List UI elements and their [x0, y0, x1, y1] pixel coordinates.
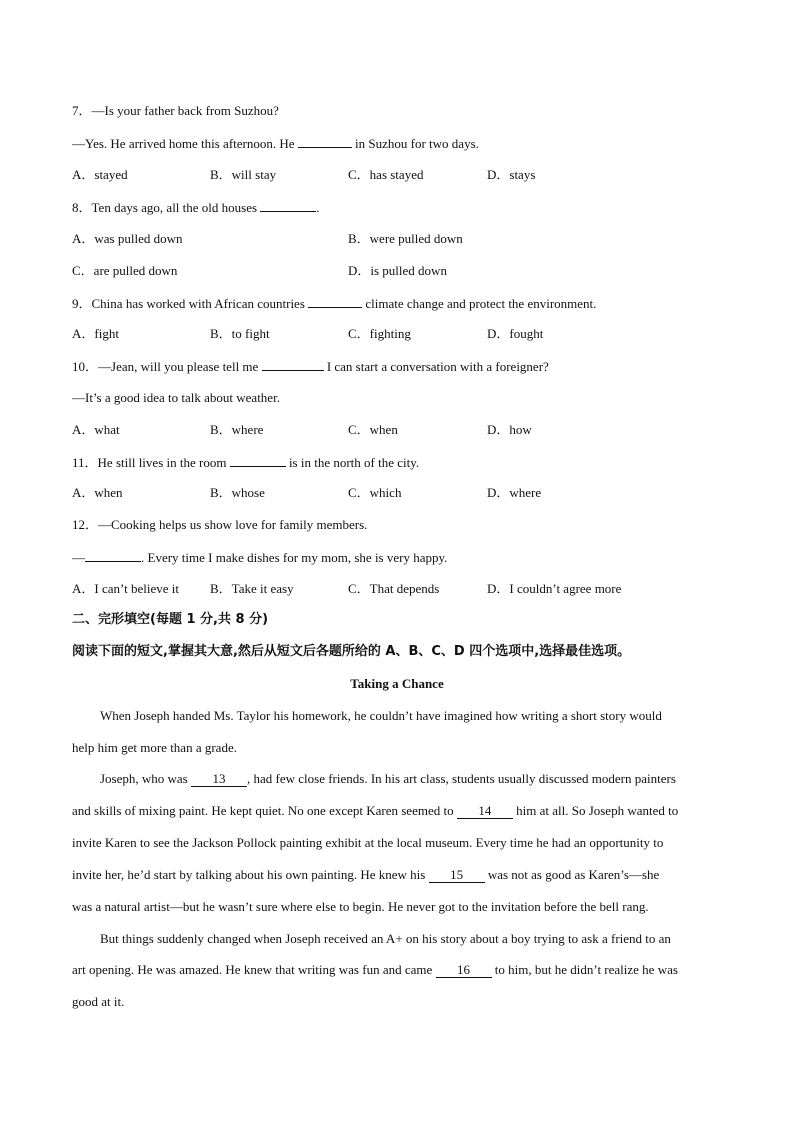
section-instruction: 阅读下面的短文,掌握其大意,然后从短文后各题所给的 A、B、C、D 四个选项中,选择最佳选项。 [72, 644, 631, 659]
question-text: Ten days ago, all the old houses [91, 200, 258, 215]
option-c: C．fighting [348, 326, 411, 341]
question-text: China has worked with African countries [91, 296, 305, 311]
cloze-blank-15: 15 [429, 868, 485, 883]
option-a: A．fight [72, 326, 119, 341]
option-d: D．I couldn’t agree more [487, 581, 622, 596]
option-b: B．will stay [210, 167, 277, 182]
question-12-line-2 [72, 549, 447, 566]
question-text: . Every time I make dishes for my mom, she is very happy. [141, 550, 448, 565]
question-10-stem [72, 358, 549, 375]
option-d: D．how [487, 422, 532, 437]
option-a: A．was pulled down [72, 231, 183, 246]
question-7-stem [72, 103, 279, 119]
passage-text: him at all. So Joseph wanted to [516, 803, 679, 818]
passage-line: good at it. [72, 994, 125, 1009]
question-text: . [316, 200, 320, 215]
passage-line [100, 771, 752, 787]
answer-blank [308, 295, 362, 308]
question-text: —Jean, will you please tell me [98, 359, 259, 374]
passage-title: Taking a Chance [350, 676, 444, 691]
passage-text: was not as good as Karen’s—she [487, 867, 660, 882]
question-number: 7． [72, 103, 92, 118]
passage-line [72, 867, 724, 883]
option-a: A．what [72, 422, 120, 437]
option-c: C．are pulled down [72, 263, 178, 278]
answer-blank [298, 135, 352, 148]
cloze-blank-13: 13 [191, 772, 247, 787]
passage-line: When Joseph handed Ms. Taylor his homework, he couldn’t have imagined how writing a short story would [100, 708, 662, 723]
option-d: D．where [487, 485, 542, 500]
option-b: B．to fight [210, 326, 270, 341]
passage-line: help him get more than a grade. [72, 740, 237, 755]
answer-blank [260, 199, 316, 212]
option-c: C．That depends [348, 581, 440, 596]
option-b: B．whose [210, 485, 265, 500]
question-7-line-2 [72, 135, 479, 152]
option-d: D．is pulled down [348, 263, 447, 278]
question-number: 10． [72, 359, 99, 374]
question-8-stem [72, 199, 320, 216]
option-d: D．fought [487, 326, 544, 341]
option-d: D．stays [487, 167, 536, 182]
passage-text: to him, but he didn’t realize he was [494, 962, 678, 977]
question-10-line-2: —It’s a good idea to talk about weather. [72, 390, 280, 405]
passage-line: invite Karen to see the Jackson Pollock painting exhibit at the local museum. Every time he had an opportunity to [72, 835, 664, 850]
question-text: —Is your father back from Suzhou? [91, 103, 279, 118]
passage-text: , had few close friends. In his art class, students usually discussed modern painters [247, 771, 676, 786]
question-11-stem [72, 454, 419, 471]
question-number: 9． [72, 296, 92, 311]
passage-text: Joseph, who was [100, 771, 188, 786]
answer-blank [230, 454, 286, 467]
question-9-stem [72, 295, 596, 312]
passage-line: But things suddenly changed when Joseph received an A+ on his story about a boy trying to ask a friend to an [100, 931, 671, 946]
question-text: He still lives in the room [97, 455, 227, 470]
option-c: C．has stayed [348, 167, 424, 182]
question-12-stem [72, 517, 367, 533]
question-number: 11． [72, 455, 98, 470]
option-a: A．when [72, 485, 123, 500]
question-text: —Cooking helps us show love for family members. [98, 517, 368, 532]
option-c: C．when [348, 422, 398, 437]
passage-text: art opening. He was amazed. He knew that writing was fun and came [72, 962, 433, 977]
question-number: 8． [72, 200, 92, 215]
option-c: C．which [348, 485, 402, 500]
question-text: is in the north of the city. [288, 455, 420, 470]
passage-text: and skills of mixing paint. He kept quiet. No one except Karen seemed to [72, 803, 454, 818]
passage-line [72, 962, 724, 978]
option-b: B．where [210, 422, 264, 437]
question-text: climate change and protect the environment. [365, 296, 597, 311]
option-b: B．were pulled down [348, 231, 463, 246]
passage-text: invite her, he’d start by talking about his own painting. He knew his [72, 867, 426, 882]
section-heading: 二、完形填空(每题 1 分,共 8 分) [72, 612, 269, 627]
cloze-blank-16: 16 [436, 963, 492, 978]
cloze-blank-14: 14 [457, 804, 513, 819]
passage-line [72, 803, 724, 819]
question-text: — [72, 550, 85, 565]
option-a: A．stayed [72, 167, 128, 182]
passage-line: was a natural artist—but he wasn’t sure where else to begin. He never got to the invitation before the bell rang. [72, 899, 649, 914]
answer-blank [85, 549, 141, 562]
question-number: 12． [72, 517, 99, 532]
answer-blank [262, 358, 324, 371]
option-a: A．I can’t believe it [72, 581, 179, 596]
question-text: in Suzhou for two days. [355, 136, 479, 151]
question-text: —Yes. He arrived home this afternoon. He [72, 136, 295, 151]
option-b: B．Take it easy [210, 581, 294, 596]
question-text: I can start a conversation with a foreigner? [326, 359, 549, 374]
